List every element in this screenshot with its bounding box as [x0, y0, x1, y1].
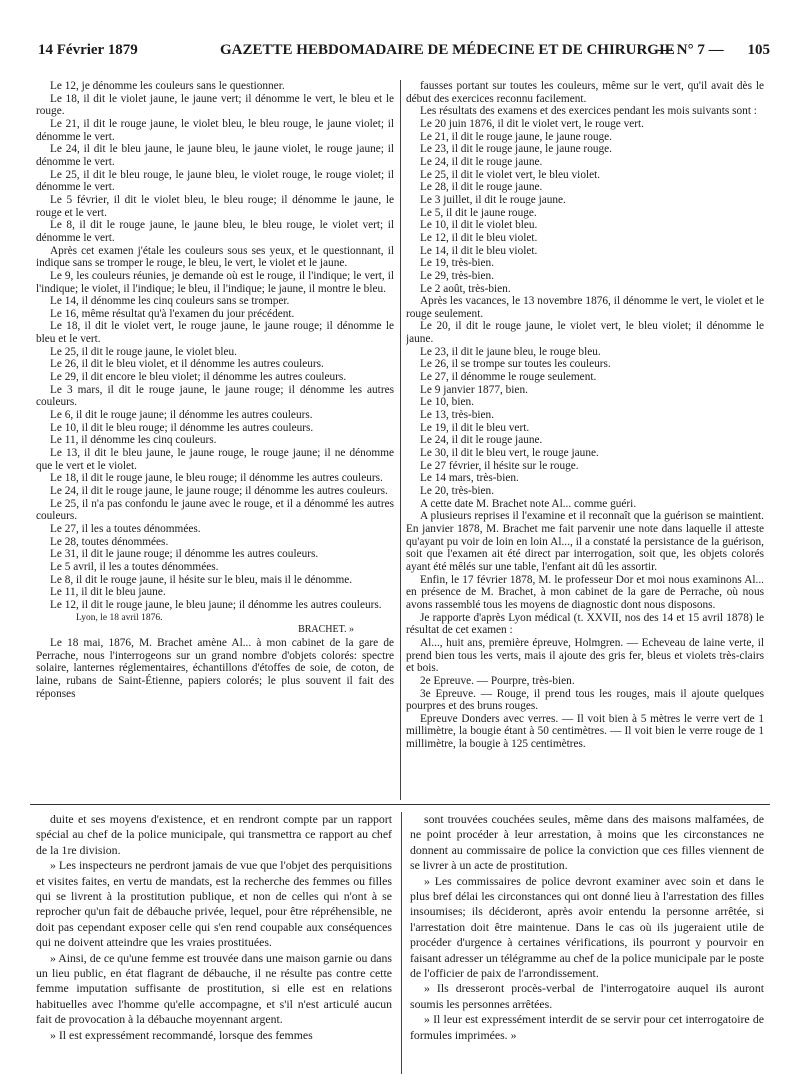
paragraph: Le 18, il dit le rouge jaune, le bleu rouge; il dénomme les autres couleurs. — [50, 472, 383, 485]
paragraph: Le 6, il dit le rouge jaune; il dénomme les autres couleurs. — [50, 409, 313, 422]
paragraph: Le 18, il dit le violet vert, le rouge jaune, le jaune rouge; il dénomme le bleu et le vert. — [36, 320, 394, 346]
paragraph: Le 10, il dit le bleu rouge; il dénomme les autres couleurs. — [50, 421, 314, 434]
paragraph: Le 12, il dit le bleu violet. — [420, 231, 538, 244]
paragraph: Le 27, il dénomme le rouge seulement. — [420, 371, 597, 384]
paragraph: Le 5 février, il dit le violet bleu, le bleu rouge; il dénomme le jaune, le rouge et le vert. — [36, 193, 394, 219]
paragraph: Al..., huit ans, première épreuve, Holmgren. — Echeveau de laine verte, il prend bien tous les verts, mais il ajoute des gris fer, bleus et violets très-clairs et bois. — [406, 636, 764, 675]
header-issue-number: — N° 7 — — [658, 42, 724, 58]
paragraph: Le 21, il dit le rouge jaune, le violet bleu, le bleu rouge, le jaune violet; il dénomme le vert. — [36, 117, 394, 143]
paragraph: Le 25, il dit le bleu rouge, le jaune bleu, le violet rouge, le rouge violet; il dénomme le vert. — [36, 168, 394, 194]
paragraph: Le 10, bien. — [420, 396, 474, 409]
column-divider-top — [400, 80, 401, 800]
paragraph: Le 18, il dit le violet jaune, le jaune vert; il dénomme le vert, le bleu et le rouge. — [36, 92, 394, 118]
paragraph: Le 29, il dit encore le bleu violet; il dénomme les autres couleurs. — [50, 371, 347, 384]
paragraph: Le 3 mars, il dit le rouge jaune, le jaune rouge; il dénomme les autres couleurs. — [36, 383, 394, 409]
paragraph: Le 5, il dit le jaune rouge. — [420, 206, 537, 219]
paragraph: Enfin, le 17 février 1878, M. le professeur Dor et moi nous examinons Al... en présence de M. Brachet, à mon cabinet de la gare de Perrache, où nous avons rassemblé tous les moyens de diagnostic dont nous disposons. — [406, 573, 764, 611]
paragraph: Le 25, il dit le violet vert, le bleu violet. — [420, 168, 601, 181]
paragraph: Le 21, il dit le rouge jaune, le jaune rouge. — [420, 130, 612, 143]
paragraph: Le 12, il dit le rouge jaune, le bleu jaune; il dénomme les autres couleurs. — [50, 598, 382, 611]
letter-date: Lyon, le 18 avril 1876. — [76, 612, 163, 623]
header-date: 14 Février 1879 — [38, 42, 138, 58]
column-right-bottom — [410, 812, 764, 1074]
paragraph: fausses portant sur toutes les couleurs, même sur le vert, qu'il avait dès le début des exercices reconnu facilement. — [406, 80, 764, 105]
letter-signature: BRACHET. » — [298, 624, 354, 636]
section-divider — [30, 804, 770, 805]
paragraph: » Il est expressément recommandé, lorsque des femmes — [50, 1027, 313, 1042]
paragraph: Le 8, il dit le rouge jaune, le jaune bleu, le bleu rouge, le violet vert; il dénomme le vert. — [36, 219, 394, 244]
header-title: GAZETTE HEBDOMADAIRE DE MÉDECINE ET DE CHIRURGIE — [220, 42, 675, 58]
column-right-top — [406, 80, 764, 802]
paragraph: sont trouvées couchées seules, même dans des maisons malfamées, de ne point procéder à leur arrestation, à moins que les circonstances ne donnent au commissaire de police la conviction que ces filles viennent de se livrer à un acte de prostitution. — [410, 812, 764, 873]
paragraph: Le 13, il dit le bleu jaune, le jaune rouge, le rouge jaune; il ne dénomme que le vert et le violet. — [36, 447, 394, 472]
paragraph: Le 26, il se trompe sur toutes les couleurs. — [420, 358, 611, 371]
paragraph: Le 28, il dit le rouge jaune. — [420, 181, 543, 194]
paragraph: Le 28, toutes dénommées. — [50, 535, 169, 548]
paragraph: Le 29, très-bien. — [420, 269, 495, 282]
paragraph: Le 16, même résultat qu'à l'examen du jour précédent. — [50, 307, 295, 320]
paragraph: Le 8, il dit le rouge jaune, il hésite sur le bleu, mais il le dénomme. — [50, 573, 353, 586]
paragraph: Le 27, il les a toutes dénommées. — [50, 522, 201, 535]
paragraph: Le 23, il dit le rouge jaune, le jaune rouge. — [420, 143, 612, 156]
paragraph: Le 20 juin 1876, il dit le violet vert, le rouge vert. — [420, 117, 645, 130]
column-divider-bottom — [401, 812, 402, 1074]
paragraph: Le 24, il dit le rouge jaune. — [420, 155, 543, 168]
paragraph: Le 26, il dit le bleu violet, et il dénomme les autres couleurs. — [50, 358, 324, 371]
paragraph: Le 24, il dit le rouge jaune. — [420, 434, 543, 447]
paragraph: Le 2 août, très-bien. — [420, 282, 511, 295]
paragraph: duite et ses moyens d'existence, et en rendront compte par un rapport spécial au chef de la police municipale, qui transmettra ce rapport au chef de la 1re division. — [36, 812, 392, 857]
paragraph: » Il leur est expressément interdit de se servir pour cet interrogatoire de formules imprimées. » — [410, 1012, 764, 1042]
paragraph: Je rapporte d'après Lyon médical (t. XXVII, nos des 14 et 15 avril 1878) le résultat de cet examen : — [406, 611, 764, 637]
header-page-number: 105 — [747, 42, 770, 58]
paragraph: Le 20, très-bien. — [420, 485, 495, 497]
paragraph: » Les inspecteurs ne perdront jamais de vue que l'objet des perquisitions et visites faites, en vertu de mandats, est la recherche des femmes ou filles qui se livrent à la prostitution publique, et non de celles qui n'ont à se reprocher qu'un fait de débauche privée, lequel, pour être répréhensible, ne doit pas cependant exposer celle qui s'en rend coupable aux conséquences qui ne doivent atteindre que les vraies prostituées. — [36, 858, 392, 950]
paragraph: Le 5 avril, il les a toutes dénommées. — [50, 560, 219, 573]
page-header — [30, 40, 770, 62]
paragraph: A cette date M. Brachet note Al... comme guéri. — [420, 497, 637, 510]
paragraph: Le 20, il dit le rouge jaune, le violet vert, le bleu violet; il dénomme le jaune. — [406, 320, 764, 346]
paragraph: Le 19, très-bien. — [420, 257, 495, 270]
paragraph: Le 31, il dit le jaune rouge; il dénomme les autres couleurs. — [50, 548, 319, 561]
paragraph: Le 10, il dit le violet bleu. — [420, 219, 538, 232]
paragraph: » Ils dresseront procès-verbal de l'interrogatoire auquel ils auront soumis les personnes arrêtées. — [410, 981, 764, 1011]
paragraph: Le 30, il dit le bleu vert, le rouge jaune. — [420, 447, 599, 460]
paragraph: Les résultats des examens et des exercices pendant les mois suivants sont : — [420, 105, 757, 118]
paragraph: Le 9, les couleurs réunies, je demande où est le rouge, il l'indique; le vert, il l'indique; le violet, il l'indique; le bleu, il l'indique; le jaune, il montre le bleu. — [36, 269, 394, 295]
paragraph: Le 11, il dit le bleu jaune. — [50, 586, 166, 599]
paragraph: Le 24, il dit le rouge jaune, le jaune rouge; il dénomme les autres couleurs. — [50, 485, 388, 497]
paragraph: Le 18 mai, 1876, M. Brachet amène Al... à mon cabinet de la gare de Perrache, nous l'interrogeons sur un grand nombre d'objets colorés: spectre solaire, lanternes réglementaires, échantillons d'étoffes de soie, de coton, de laine, rubans de Saint-Étienne, papiers colorés; le plus souvent il fait des réponses — [36, 636, 394, 700]
paragraph: 3e Epreuve. — Rouge, il prend tous les rouges, mais il ajoute quelques pourpres et des bruns rouges. — [406, 687, 764, 713]
column-left-bottom — [36, 812, 392, 1074]
paragraph: Le 14, il dénomme les cinq couleurs sans se tromper. — [50, 295, 290, 308]
paragraph: Epreuve Donders avec verres. — Il voit bien à 5 mètres le verre vert de 1 millimètre, la bougie étant à 50 centimètres. — Il voit bien le verre rouge de 1 millimètre, la bougie à 125 centimètres. — [406, 712, 764, 751]
paragraph: Le 14 mars, très-bien. — [420, 472, 519, 485]
paragraph: Le 25, il n'a pas confondu le jaune avec le rouge, et il a dénommé les autres couleurs. — [36, 497, 394, 523]
paragraph: Le 14, il dit le bleu violet. — [420, 244, 538, 257]
paragraph: Le 11, il dénomme les cinq couleurs. — [50, 434, 217, 447]
paragraph: Le 13, très-bien. — [420, 409, 495, 422]
paragraph: 2e Epreuve. — Pourpre, très-bien. — [420, 674, 575, 687]
paragraph: Après cet examen j'étale les couleurs sous ses yeux, et le questionnant, il indique sans se tromper le rouge, le bleu, le vert, le violet et le jaune. — [36, 244, 394, 270]
paragraph: Le 3 juillet, il dit le rouge jaune. — [420, 193, 566, 206]
paragraph: Le 19, il dit le bleu vert. — [420, 421, 530, 434]
paragraph: Le 12, je dénomme les couleurs sans le questionner. — [50, 80, 285, 92]
paragraph: Après les vacances, le 13 novembre 1876, il dénomme le vert, le violet et le rouge seulement. — [406, 295, 764, 320]
paragraph: A plusieurs reprises il l'examine et il reconnaît que la guérison se maintient. En janvier 1878, M. Brachet me fait parvenir une note dans laquelle il atteste qu'ayant pu voir de loin en loin Al..., il a constaté la persistance de la guérison, soit que l'examen ait été direct par interrogation, soit que, les objets colorés ayant été mêlés sur une table, l'enfant ait dû les assortir. — [406, 510, 764, 573]
paragraph: Le 27 février, il hésite sur le rouge. — [420, 459, 579, 472]
paragraph: » Ainsi, de ce qu'une femme est trouvée dans une maison garnie ou dans un lieu public, en état flagrant de débauche, il ne résulte pas contre cette femme imputation suffisante de prostitution, si elle est en relations habituelles avec l'homme qu'elle accompagne, et s'il n'est articulé aucun fait de provocation à la débauche moyennant argent. — [36, 950, 392, 1027]
paragraph: Le 23, il dit le jaune bleu, le rouge bleu. — [420, 345, 601, 358]
paragraph: Le 24, il dit le bleu jaune, le jaune bleu, le jaune violet, le rouge jaune; il dénomme le vert. — [36, 143, 394, 168]
paragraph: » Les commissaires de police devront examiner avec soin et dans le plus bref délai les circonstances qui ont donné lieu à l'arrestation des filles insoumises; ils décideront, après avoir entendu la personne arrêtée, si l'arrestation doit être maintenue. Dans le cas où ils jugeraient utile de procéder d'urgence à certaines vérifications, ils pourront y pourvoir en faisant adresser un télégramme au chef de la police municipale par le poste de l'officier de paix de l'arrondissement. — [410, 873, 764, 981]
paragraph: Le 25, il dit le rouge jaune, le violet bleu. — [50, 345, 237, 358]
column-left-top — [36, 80, 394, 802]
paragraph: Le 9 janvier 1877, bien. — [420, 383, 528, 396]
